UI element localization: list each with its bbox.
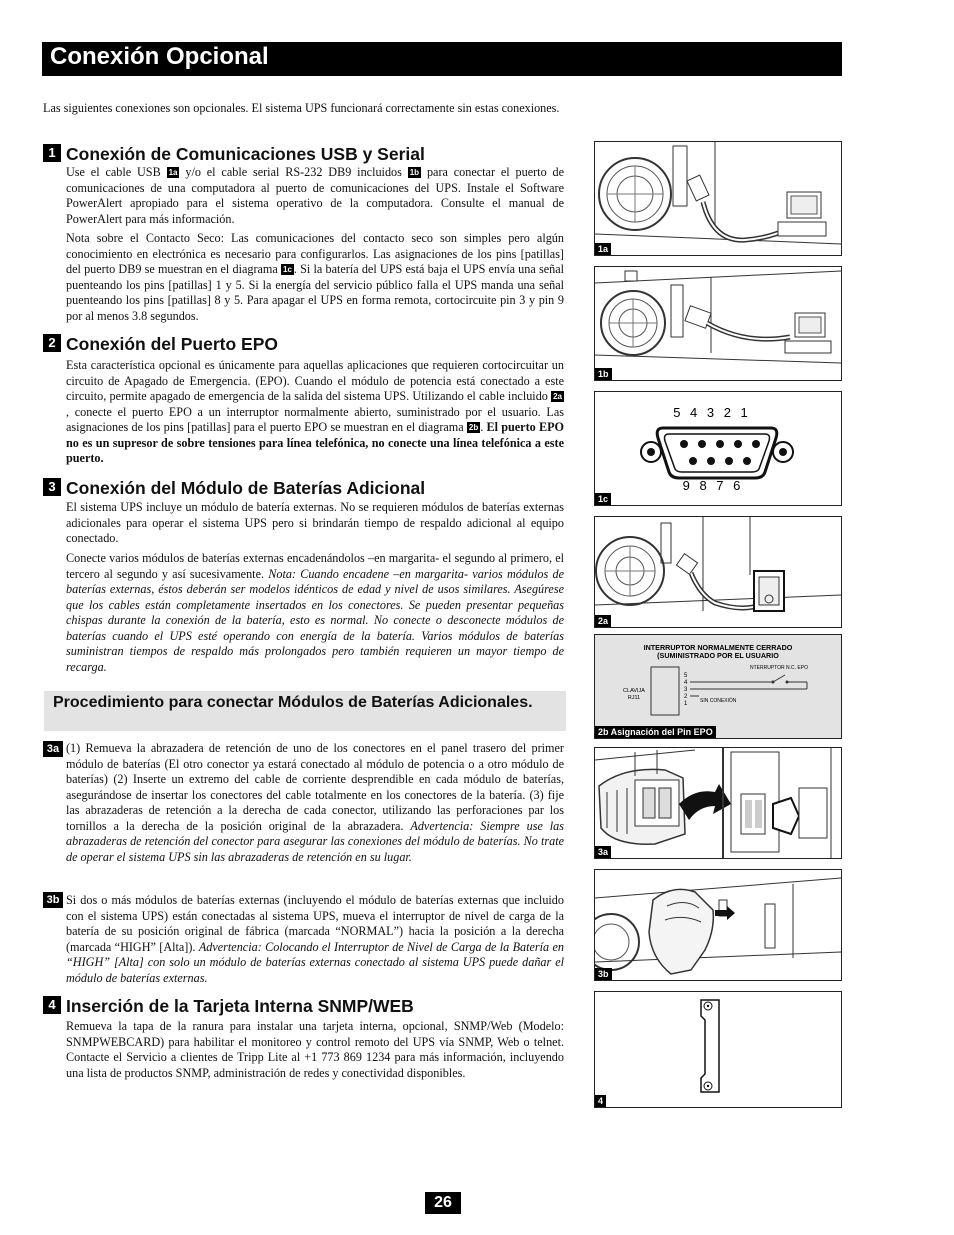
figure-1c-db9-pinout (594, 391, 842, 506)
epo-pin-2: 2 (684, 694, 688, 700)
procedure-heading-box (44, 691, 566, 731)
epo-switch-label: NTERRUPTOR N.C. EPO (750, 665, 808, 671)
section-4-paragraph: Remueva la tapa de la ranura para instalar una tarjeta interna, opcional, SNMP/Web (Modelo: SNMPWEBCARD) para habilitar el monitoreo y control remoto del UPS vía SNMP, Web o telnet. Contacte el Servicio a clientes de Tripp Lite al +1 773 869 1234 para más información, incluyendo una lista de productos SNMP, administración de redes y conectividad disponibles. (66, 1019, 564, 1080)
figure-label-1c: 1c (595, 493, 611, 505)
epo-pin-4: 4 (684, 680, 688, 686)
battery-connector-illustration (595, 748, 841, 858)
section-title-usb-serial: Conexión de Comunicaciones USB y Serial (66, 144, 425, 164)
section-3-paragraph-1: El sistema UPS incluye un módulo de batería externas. No se requieren módulos de baterías externas adicionales para operar el sistema UPS pero si brindarán tiempo de respaldo adicional al equipo conectado. (66, 500, 564, 545)
figure-label-4: 4 (595, 1095, 606, 1107)
db9-bottom-pin-numbers: 9 8 7 6 (682, 478, 744, 493)
section-1-paragraph-1: Use el cable USB 1a y/o el cable serial RS-232 DB9 incluidos 1b para conectar el puerto de comunicaciones de una computadora al puerto de comunicaciones del UPS. Instale el Software PowerAlert apropiado para el sistema operativo de la computadora. Consulte el manual de PowerAlert para más información. (66, 165, 565, 226)
ref-badge-1b: 1b (409, 168, 420, 177)
figure-1a-usb-connection (594, 141, 842, 256)
rj11-jack-label-1: CLAVIJA (623, 688, 645, 694)
usb-connection-illustration (595, 142, 841, 255)
ref-badge-1c: 1c (283, 265, 292, 274)
intro-paragraph: Las siguientes conexiones son opcionales. El sistema UPS funcionará correctamente sin estas conexiones. (43, 101, 560, 115)
figure-1b-serial-connection (594, 266, 842, 381)
epo-pin-5: 5 (684, 673, 688, 679)
ref-badge-1a: 1a (168, 168, 178, 177)
section-number-4: 4 (43, 996, 61, 1014)
epo-wiring-diagram (595, 635, 841, 738)
figure-2a-epo-cable (594, 516, 842, 628)
rj11-jack-label-2: RJ11 (627, 695, 641, 701)
db9-connector-diagram (595, 392, 841, 505)
epo-pin-1: 1 (684, 701, 688, 707)
figure-label-1a: 1a (595, 243, 611, 255)
figure-label-2a: 2a (595, 615, 611, 627)
figure-3a-battery-connectors (594, 747, 842, 859)
step-3a-label: 3a (43, 741, 63, 757)
figure-label-1b: 1b (595, 368, 612, 380)
no-connection-label: SIN CONEXIÓN (700, 698, 737, 704)
epo-cable-illustration (595, 517, 841, 627)
page-title: Conexión Opcional (50, 43, 269, 70)
ref-badge-2b: 2b (468, 423, 479, 432)
section-title-epo: Conexión del Puerto EPO (66, 334, 278, 354)
figure-2b-epo-pin-assignment (594, 634, 842, 739)
page-number: 26 (425, 1192, 461, 1214)
figure-label-3a: 3a (595, 846, 611, 858)
db9-top-pin-numbers: 5 4 3 2 1 (673, 405, 751, 420)
step-3b-label: 3b (43, 892, 63, 908)
ref-badge-2a: 2a (553, 392, 563, 401)
figure-label-2b: 2b Asignación del Pin EPO (595, 726, 716, 738)
procedure-title: Procedimiento para conectar Módulos de Baterías Adicionales. (53, 694, 533, 711)
epo-pin-3: 3 (684, 687, 688, 693)
step-3b-paragraph: Si dos o más módulos de baterías externas (incluyendo el módulo de baterías externas que incluido con el sistema UPS) están conectadas al sistema UPS, mueva el interruptor de nivel de carga de la batería de su posición original de fábrica (marcada “NORMAL”) hacia la posición a la derecha (marcada “HIGH” [Alta]). Advertencia: Colocando el Interruptor de Nivel de Carga de la Batería en “HIGH” [Alta] con solo un módulo de baterías externas conectado al sistema UPS puede dañar el módulo de baterías externas. (66, 893, 564, 985)
epo-diagram-title-line-2: (SUMINISTRADO POR EL USUARIO (657, 651, 779, 660)
section-1-paragraph-2: Nota sobre el Contacto Seco: Las comunicaciones del contacto seco son simples pero algún conocimiento en electrónica es necesario para configurarlos. Las asignaciones de los pins [patillas] del puerto DB9 se muestran en el diagrama 1c . Si la batería del UPS está baja el UPS envía una señal puenteando los pins [patillas] 1 y 5. Si la energía del servicio público falla el UPS manda una señal puenteando los pins [patillas] 8 y 5. Para apagar el UPS en forma remota, cortocircuite pin 3 y pin 9 por al menos 3.8 segundos. (66, 231, 564, 323)
figure-4-snmp-slot-cover (594, 991, 842, 1108)
section-title-battery-module: Conexión del Módulo de Baterías Adicional (66, 478, 426, 498)
section-number-1: 1 (43, 144, 61, 162)
charge-switch-illustration (595, 870, 841, 980)
step-3a-paragraph: (1) Remueva la abrazadera de retención de uno de los conectores en el panel trasero del primer módulo de baterías (El otro conector ya estará conectado al módulo de potencia o a otro módulo de baterías) (2) Inserte un extremo del cable de corriente desprendible en cada módulo de baterías, asegurándose de insertar los conectores del cable totalmente en los conectores de la batería. (3) fije las abrazaderas de retención a la derecha de cada conector, utilizando las perforaciones par los tornillos a la derecha de la posición original de la abrazadera. Advertencia: Siempre use las abrazaderas de retención del conector para asegurar las conexiones del módulo de baterías. No trate de operar el sistema UPS sin las abrazaderas de retención en su lugar. (66, 741, 565, 864)
serial-connection-illustration (595, 267, 841, 380)
section-3-paragraph-2: Conecte varios módulos de baterías externas encadenándolos –en margarita- el segundo al primero, el tercero al segundo y así sucesivamente. Nota: Cuando encadene –en margarita- varios módulos de baterías externas, éstos deberán ser modelos idénticos de edad y nivel de usos similares. Asegúrese que los cables están completamente insertados en los conectores. Se pueden presentar pequeñas chispas durante la conexión de la batería, esto es normal. No conecte o desconecte módulos de baterías cuando el UPS esté operando con energía de la batería. Varios módulos de baterías suministran tiempos de respaldo más prolongados pero también requieren un mayor tiempo de recarga. (66, 551, 564, 674)
page-header-banner (42, 42, 842, 76)
snmp-slot-cover-illustration (595, 992, 841, 1107)
section-number-3: 3 (43, 478, 61, 496)
epo-diagram-title-line-1: INTERRUPTOR NORMALMENTE CERRADO (643, 643, 793, 652)
figure-label-3b: 3b (595, 968, 612, 980)
figure-3b-charge-level-switch (594, 869, 842, 981)
section-2-paragraph: Esta característica opcional es únicamente para aquellas aplicaciones que requieren cortocircuitar un circuito de Apagado de Emergencia. (EPO). Cuando el módulo de potencia está conectado a este circuito, permite apagado de emergencia de la salida del sistema UPS. Utilizando el cable incluido 2a, conecte el puerto EPO a un interruptor normalmente abierto, suministrado por el usuario. Las asignaciones de los pins [patillas] para el puerto EPO se muestran en el diagrama 2b . El puerto EPO no es un supresor de sobre tensiones para línea telefónica, no conecte una línea telefónica a este puerto. (66, 358, 565, 465)
section-number-2: 2 (43, 334, 61, 352)
section-title-snmp: Inserción de la Tarjeta Interna SNMP/WEB (66, 996, 414, 1016)
